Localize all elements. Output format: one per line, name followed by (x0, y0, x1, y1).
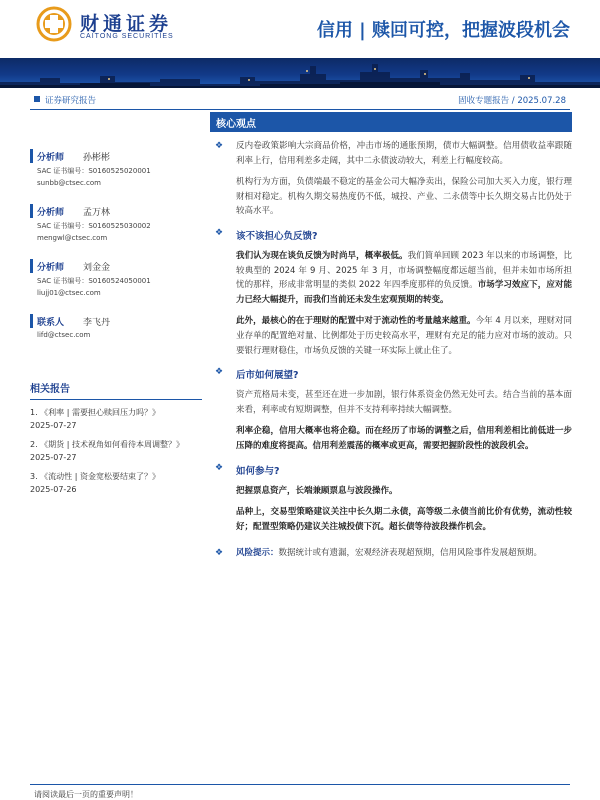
page-footer (0, 770, 600, 800)
analyst-role: 分析师 (37, 208, 65, 218)
report-title: 信用 | 赎回可控，把握波段机会 (316, 20, 570, 41)
analyst-card (30, 200, 200, 255)
section-heading-text: 后市如何展望? (236, 370, 299, 382)
bold-text: 此外，最核心的在于理财的配置中对于流动性的考量越来越重。 (236, 316, 476, 327)
city-skyline-banner (0, 58, 600, 88)
risk-text: 数据统计或有遗漏，宏观经济表现超预期，信用风险事件发展超预期。 (278, 548, 543, 559)
paragraph-wealth-liquidity (210, 314, 572, 358)
bold-text: 市场学习效应下，应对能力已经大幅提升，而我们当前还未发生宏观预期的转变。 (236, 280, 572, 305)
logo-chinese-text: 财通证券 (80, 13, 173, 35)
related-report-date: 2025-07-27 (30, 421, 77, 430)
related-report-link[interactable]: 3. 《流动性 | 资金宽松要结束了？》 (30, 472, 160, 481)
analyst-email: liujj01@ctsec.com (37, 289, 101, 297)
section-heading-text: 该不该担心负反馈? (236, 230, 318, 242)
related-report-date: 2025-07-26 (30, 485, 77, 494)
analyst-card (30, 145, 200, 200)
bold-text: 我们认为现在谈负反馈为时尚早，概率极低。 (236, 250, 408, 261)
risk-warning (210, 546, 572, 561)
analyst-name: 孙彬彬 (83, 153, 111, 163)
section-heading-outlook (210, 367, 572, 381)
report-header (0, 0, 600, 58)
contact-card (30, 310, 200, 365)
analyst-name: 孟万林 (83, 208, 111, 218)
contact-email: lifd@ctsec.com (37, 331, 91, 339)
paragraph-text: 今年 4 月以来，理财对同业存单的配置绝对量、比例都处于历史较高水平，理财有充足的能力应对市场的波动。只要银行理财稳住，市场负反馈的关键一环实际上就止住了。 (236, 316, 572, 356)
diamond-bullet-icon: ❖ (215, 227, 224, 238)
core-views-title: 核心观点 (210, 112, 572, 132)
skyline-illustration (0, 58, 600, 88)
related-report-item[interactable] (30, 470, 202, 496)
diamond-bullet-icon: ❖ (215, 141, 224, 151)
report-type-text: 证券研究报告 (45, 96, 97, 106)
diamond-bullet-icon: ❖ (215, 462, 224, 473)
related-report-link[interactable]: 2. 《期货 | 技术视角如何看待本周调整？》 (30, 440, 184, 449)
caitong-logo-icon (36, 6, 72, 42)
report-type-label (34, 94, 96, 106)
paragraph-text: 反内卷政策影响大宗商品价格，冲击市场的通胀预期，债市大幅调整。信用债收益率跟随利率上行，信用利差多走阔，其中二永债波动较大，利差上行幅度较高。 (236, 141, 572, 166)
analyst-email: sunbb@ctsec.com (37, 179, 101, 187)
related-report-link[interactable]: 1. 《利率 | 需要担心赎回压力吗？》 (30, 408, 160, 417)
footer-divider (30, 784, 570, 785)
paragraph-feedback-view (210, 249, 572, 307)
related-reports-title: 相关报告 (30, 380, 202, 400)
paragraph-market-summary (210, 139, 572, 168)
contact-name: 李飞丹 (83, 318, 111, 328)
paragraph-text: 我们简单回顾 2023 年以来的市场调整，比较典型的 2024 年 9 月、2025 年 3 月，市场调整幅度都远超当前，但并未如市场所担忧的那样，形成非常明显的类似 2022 年四季度那样的负反馈。 (236, 250, 572, 291)
analyst-sidebar (30, 145, 200, 365)
analyst-role: 分析师 (37, 263, 65, 273)
accent-bar (30, 149, 33, 163)
paragraph-institution-behavior: 机构行为方面，负债端最不稳定的基金公司大幅净卖出，保险公司加大买入力度，银行理财相对稳定。机构久期交易热度仍不低，城投、产业、二永债等中长久期交易占比仍处于较高水平。 (236, 177, 572, 217)
bold-text: 利率企稳，信用大概率也将企稳。而在经历了市场的调整之后，信用利差相比前低进一步压降的难度将提高。信用利差震荡的概率或更高，需要把握阶段性的波段机会。 (236, 426, 572, 451)
caitong-logo (36, 6, 196, 46)
report-category-date: 固收专题报告 / 2025.07.28 (458, 96, 566, 106)
analyst-email: mengwl@ctsec.com (37, 234, 108, 242)
accent-bar (30, 259, 33, 273)
related-report-date: 2025-07-27 (30, 453, 77, 462)
section-heading-negative-feedback (210, 228, 572, 242)
bold-text: 品种上，交易型策略建议关注中长久期二永债，高等级二永债当前比价有优势，流动性较好；配置型策略仍建议关注城投债下沉。超长债等待波段操作机会。 (236, 507, 572, 532)
risk-label: 风险提示： (236, 548, 279, 559)
subheader-divider (30, 109, 570, 110)
analyst-sac-number: SAC 证书编号：S0160525030002 (37, 222, 151, 230)
analyst-sac-number: SAC 证书编号：S0160524050001 (37, 277, 151, 285)
analyst-card (30, 255, 200, 310)
logo-english-text: CAITONG SECURITIES (80, 33, 174, 40)
analyst-name: 刘金金 (83, 263, 111, 273)
paragraph-strategy (210, 505, 572, 534)
paragraph-asset-shortage: 资产荒格局未变，甚至还在进一步加剧，银行体系资金仍然无处可去。结合当前的基本面来看，利率或有短期调整，但并不支持利率持续大幅调整。 (236, 390, 572, 415)
section-heading-participation (210, 463, 572, 477)
core-views-section (210, 112, 572, 561)
section-heading-text: 如何参与? (236, 465, 280, 477)
disclaimer-notice: 请阅读最后一页的重要声明！ (34, 790, 138, 799)
diamond-bullet-icon: ❖ (215, 548, 224, 559)
bold-text: 把握票息资产，长端兼顾票息与波段操作。 (236, 485, 398, 496)
analyst-role: 分析师 (37, 153, 65, 163)
diamond-bullet-icon: ❖ (215, 367, 224, 378)
related-reports (30, 380, 202, 496)
contact-role: 联系人 (37, 318, 65, 328)
paragraph-coupon-assets (210, 484, 572, 499)
accent-bar (30, 314, 33, 328)
report-subheader (0, 88, 600, 112)
paragraph-credit-spread (210, 424, 572, 453)
related-report-item[interactable] (30, 438, 202, 464)
square-bullet-icon (34, 96, 40, 102)
analyst-sac-number: SAC 证书编号：S0160525020001 (37, 167, 151, 175)
accent-bar (30, 204, 33, 218)
related-report-item[interactable] (30, 406, 202, 432)
